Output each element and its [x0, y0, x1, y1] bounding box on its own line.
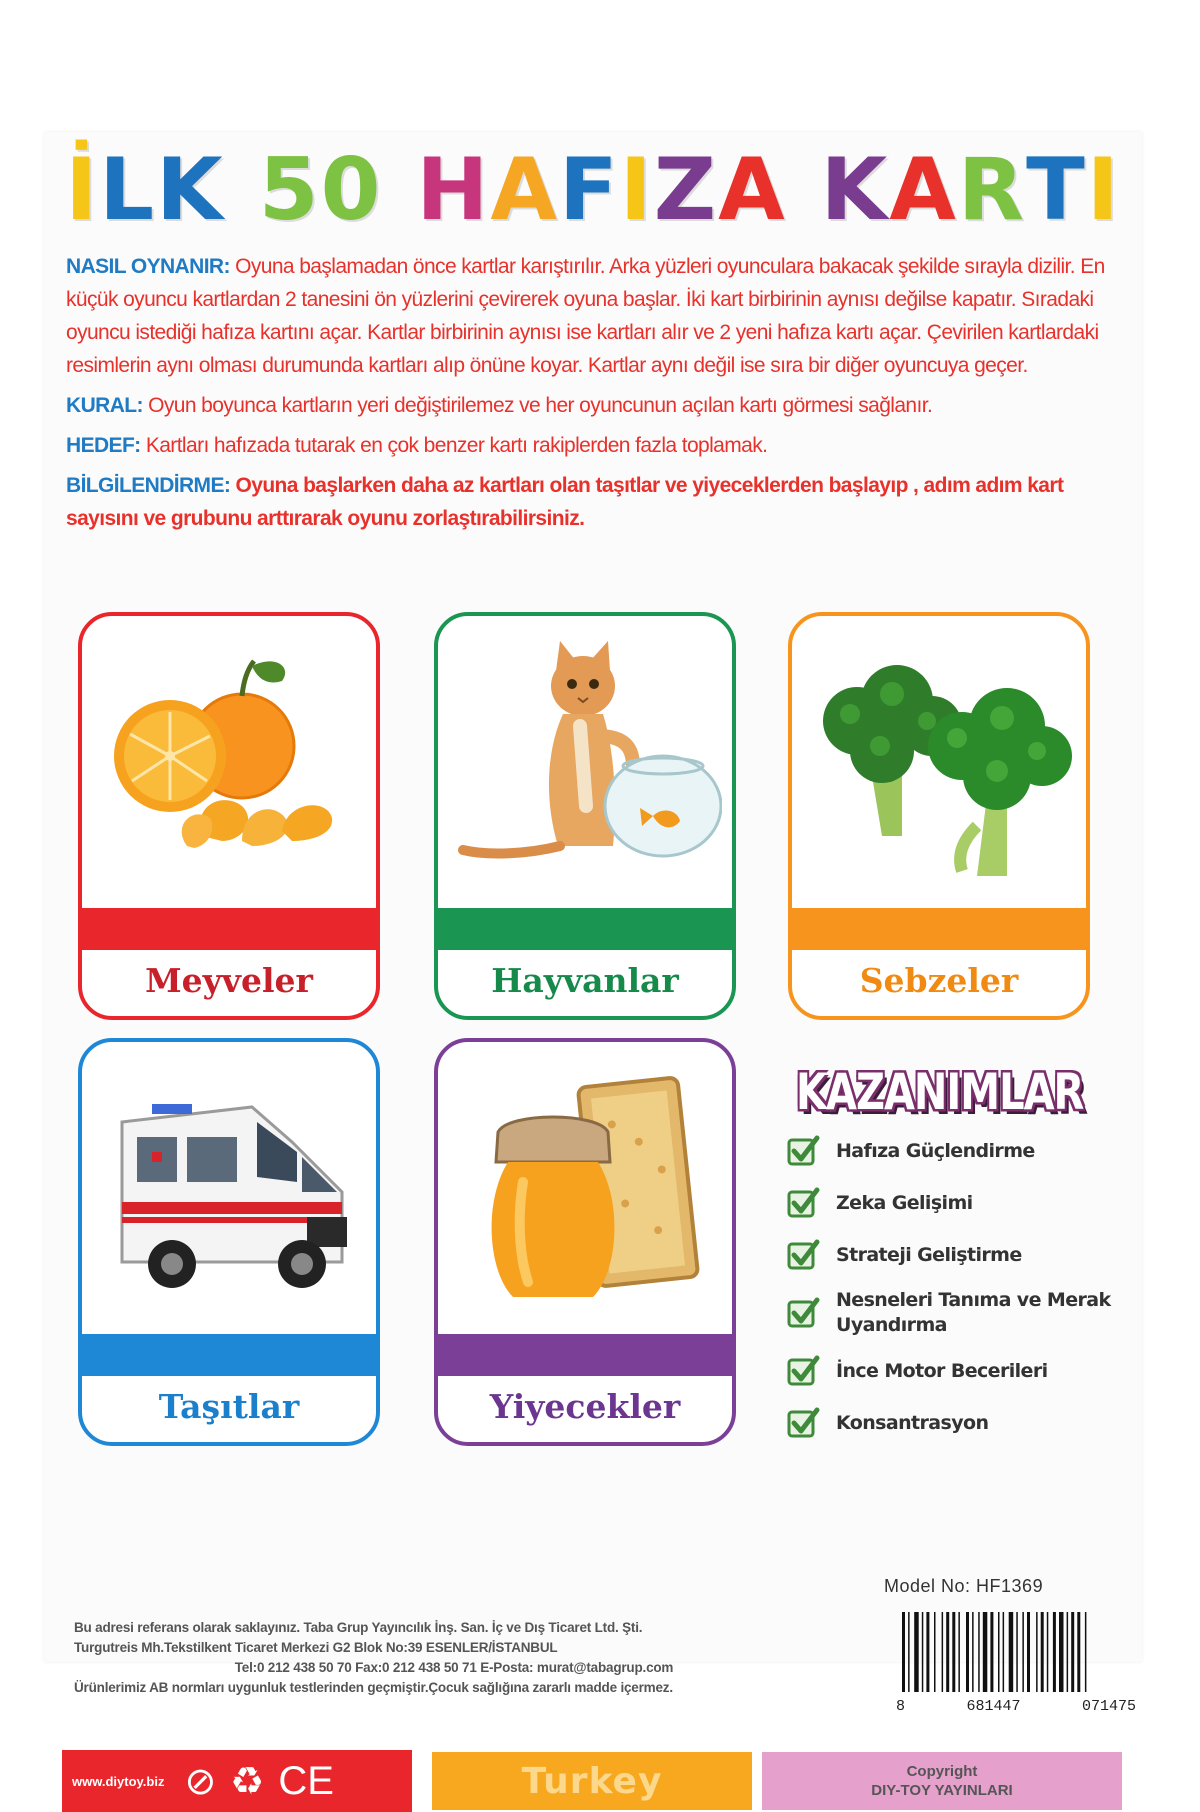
barcode-first: 8: [896, 1698, 906, 1715]
barcode-bar: [998, 1612, 1000, 1692]
no-small-parts-icon: ⊘: [184, 1759, 217, 1803]
barcode-bar: [902, 1612, 905, 1692]
recycle-icon: ♻: [230, 1759, 265, 1803]
barcode-bar: [1016, 1612, 1018, 1692]
barcode-number: [896, 1698, 1136, 1715]
barcode-bar: [1041, 1612, 1044, 1692]
how-text: Oyuna başlamadan önce kartlar karıştırılır. Arka yüzleri oyunculara bakacak şekilde sırayla dizilir. En küçük oyuncu kartlardan 2 tanesini ön yüzlerini çevirerek oyuna başlar. İki kart birbirinin aynısı değilse kapatır. Sıradaki oyuncu istediği hafıza kartını açar. Kartlar birbirinin aynısı ise kartları alır ve 2 yeni hafıza kartı açar. Çevirilen kartlardaki resimlerin aynı olması durumunda kartları alıp önüne koyar. Kartlar aynı değil ise sıra bir diğer oyuncuya geçer.: [66, 255, 1105, 377]
barcode-group-1: 681447: [966, 1698, 1021, 1715]
gain-item: [786, 1404, 1146, 1442]
gains-list: [786, 1132, 1146, 1456]
title-letter: F: [558, 140, 620, 240]
copyright-line: Copyright: [906, 1763, 978, 1780]
contact-line: Tel:0 212 438 50 70 Fax:0 212 438 50 71 E-Posta: murat@tabagrup.com: [234, 1660, 674, 1675]
title-letter: I: [1086, 140, 1121, 240]
barcode-bar: [983, 1612, 988, 1692]
compliance-line: Ürünlerimiz AB normları uygunluk testlerinden geçmiştir.Çocuk sağlığına zararlı madde içermez.: [74, 1680, 673, 1695]
title-letter: Z: [653, 140, 719, 240]
check-icon: [786, 1238, 820, 1272]
check-icon: [786, 1406, 820, 1440]
gain-item: [786, 1132, 1146, 1170]
title-letter: H: [416, 140, 491, 240]
card-band: [438, 1334, 732, 1376]
card-label: Taşıtlar: [158, 1387, 300, 1426]
check-icon: [786, 1354, 820, 1388]
barcode-bar: [1036, 1612, 1038, 1692]
barcode-bar: [934, 1612, 936, 1692]
gain-item: [786, 1236, 1146, 1274]
check-icon: [786, 1296, 820, 1330]
info: [66, 469, 1116, 535]
card-band: [438, 908, 732, 950]
gain-item: [786, 1184, 1146, 1222]
info-label: BİLGİLENDİRME:: [66, 474, 231, 497]
model-number: Model No: HF1369: [884, 1576, 1044, 1596]
barcode-bar: [914, 1612, 919, 1692]
title-letter: A: [718, 140, 787, 240]
goal: [66, 429, 1116, 462]
gain-label: Konsantrasyon: [836, 1411, 989, 1434]
barcode-bar: [1067, 1612, 1069, 1692]
title-letter: A: [889, 140, 958, 240]
barcode-bar: [952, 1612, 955, 1692]
rule-text: Oyun boyunca kartların yeri değiştirilemez ve her oyuncunun açılan kartı görmesi sağlanır.: [142, 394, 933, 417]
card-hayvanlar: [434, 612, 736, 1020]
title-letter: I: [619, 140, 654, 240]
gain-item: [786, 1288, 1146, 1338]
barcode-bar: [1047, 1612, 1049, 1692]
address-line: Bu adresi referans olarak saklayınız. Taba Grup Yayıncılık İnş. San. İç ve Dış Ticaret Ltd. Şti.: [74, 1620, 643, 1635]
footer-red-band: [62, 1750, 412, 1812]
title-letter: 5: [258, 140, 321, 240]
barcode-bar: [958, 1612, 960, 1692]
copyright-line: DIY-TOY YAYINLARI: [871, 1782, 1013, 1799]
card-band: [82, 908, 376, 950]
barcode-bar: [1053, 1612, 1056, 1692]
gain-label: Strateji Geliştirme: [836, 1243, 1022, 1266]
rules-section: [66, 250, 1116, 542]
title-letter: K: [156, 140, 225, 240]
card-band: [82, 1334, 376, 1376]
rule: [66, 389, 1116, 422]
check-icon: [786, 1186, 820, 1220]
barcode-bar: [1071, 1612, 1074, 1692]
barcode-bar: [922, 1612, 924, 1692]
goal-text: Kartları hafızada tutarak en çok benzer kartı rakiplerden fazla toplamak.: [140, 434, 768, 457]
barcode-bar: [1009, 1612, 1014, 1692]
barcode-group-2: 071475: [1081, 1698, 1136, 1715]
barcode-bar: [990, 1612, 993, 1692]
title-letter: A: [490, 140, 559, 240]
copyright-block: [762, 1752, 1122, 1810]
card-band: [792, 908, 1086, 950]
barcode-bar: [942, 1612, 944, 1692]
barcode-bar: [1027, 1612, 1030, 1692]
card-label: Meyveler: [145, 961, 313, 1000]
barcode-bar: [908, 1612, 910, 1692]
card-label: Yiyecekler: [489, 1387, 681, 1426]
website-link[interactable]: www.diytoy.biz: [72, 1773, 165, 1789]
check-icon: [786, 1134, 820, 1168]
address-line: Turgutreis Mh.Tekstilkent Ticaret Merkezi G2 Blok No:39 ESENLER/İSTANBUL: [74, 1640, 558, 1655]
address-block: [74, 1618, 914, 1698]
card-meyveler: [78, 612, 380, 1020]
gain-label: Nesneleri Tanıma ve Merak Uyandırma: [836, 1289, 1111, 1336]
barcode-bar: [966, 1612, 969, 1692]
gain-label: İnce Motor Becerileri: [836, 1359, 1048, 1382]
how-to-play: [66, 250, 1116, 382]
barcode-bar: [1085, 1612, 1087, 1692]
barcode-bar: [1022, 1612, 1024, 1692]
card-label: Sebzeler: [859, 961, 1019, 1000]
ce-mark: CE: [278, 1759, 334, 1803]
product-back-sheet: [44, 132, 1142, 1803]
card-sebzeler: [788, 612, 1090, 1020]
gain-label: Hafıza Güçlendirme: [836, 1139, 1035, 1162]
barcode-bar: [972, 1612, 974, 1692]
title-letter: İ: [65, 140, 100, 240]
title-letter: R: [957, 140, 1027, 240]
title-letter: K: [820, 140, 890, 240]
how-label: NASIL OYNANIR:: [66, 255, 230, 278]
country-label: Turkey: [432, 1752, 752, 1810]
card-yiyecekler: [434, 1038, 736, 1446]
card-label: Hayvanlar: [491, 961, 679, 1000]
title-letter: T: [1026, 140, 1087, 240]
ambulance-icon: [92, 1052, 366, 1330]
barcode-bar: [1077, 1612, 1080, 1692]
barcode-bar: [978, 1612, 980, 1692]
title-letter: L: [99, 140, 157, 240]
barcode-bar: [1059, 1612, 1064, 1692]
barcode-bar: [1003, 1612, 1005, 1692]
title-letter: 0: [320, 140, 383, 240]
gains-title: KAZANIMLAR: [796, 1064, 1084, 1122]
goal-label: HEDEF:: [66, 434, 141, 457]
page-title: [44, 140, 1142, 240]
gain-item: [786, 1352, 1146, 1390]
rule-label: KURAL:: [66, 394, 143, 417]
barcode-bar: [926, 1612, 929, 1692]
info-text: Oyuna başlarken daha az kartları olan taşıtlar ve yiyeceklerden başlayıp , adım adım kart sayısını ve grubunu arttırarak oyunu zorlaştırabilirsiniz.: [66, 474, 1064, 530]
barcode-bar: [946, 1612, 949, 1692]
honey-jar-icon: [448, 1052, 722, 1330]
card-tasitlar: [78, 1038, 380, 1446]
orange-fruit-icon: [92, 626, 366, 904]
broccoli-icon: [802, 626, 1076, 904]
gain-label: Zeka Gelişimi: [836, 1191, 973, 1214]
cat-fishbowl-icon: [448, 626, 722, 904]
